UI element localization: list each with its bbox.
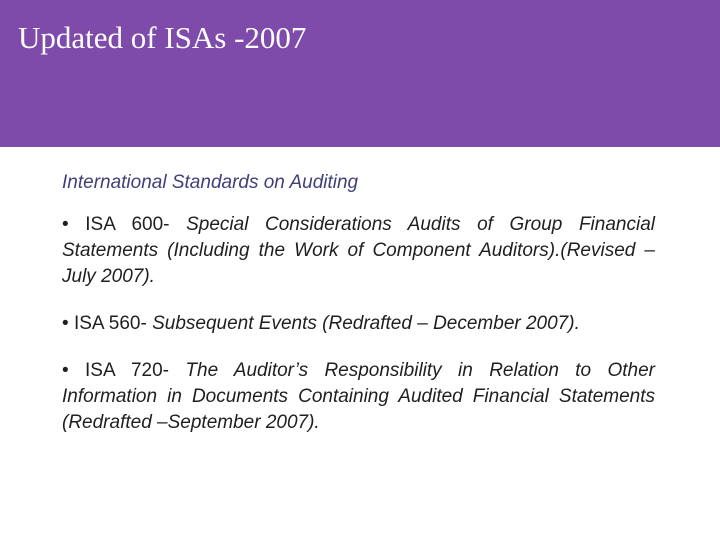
bullet-text: Subsequent Events (Redrafted – December 2007). xyxy=(152,313,580,334)
bullet-code: ISA 560- xyxy=(73,313,147,334)
bullet-text: The Auditor’s Responsibility in Relation to Other Information in Documents Containing Audited Financial Statements (Redrafted –September 2007). xyxy=(62,360,656,433)
bullet-isa-720 xyxy=(62,358,655,436)
bullet-marker: • xyxy=(62,313,69,334)
bullet-marker: • xyxy=(62,214,69,235)
bullet-code: ISA 600- xyxy=(85,214,170,235)
slide-subtitle: International Standards on Auditing xyxy=(62,172,359,193)
bullet-isa-560 xyxy=(62,311,655,337)
bullet-marker: • xyxy=(62,360,69,381)
header-band xyxy=(0,0,720,147)
bullet-code: ISA 720- xyxy=(85,360,170,381)
bullet-text: Special Considerations Audits of Group Financial Statements (Including the Work of Component Auditors).(Revised –July 2007). xyxy=(62,214,655,287)
bullet-isa-600 xyxy=(62,212,655,290)
slide-content xyxy=(62,170,655,457)
slide-title: Updated of ISAs -2007 xyxy=(18,20,307,55)
